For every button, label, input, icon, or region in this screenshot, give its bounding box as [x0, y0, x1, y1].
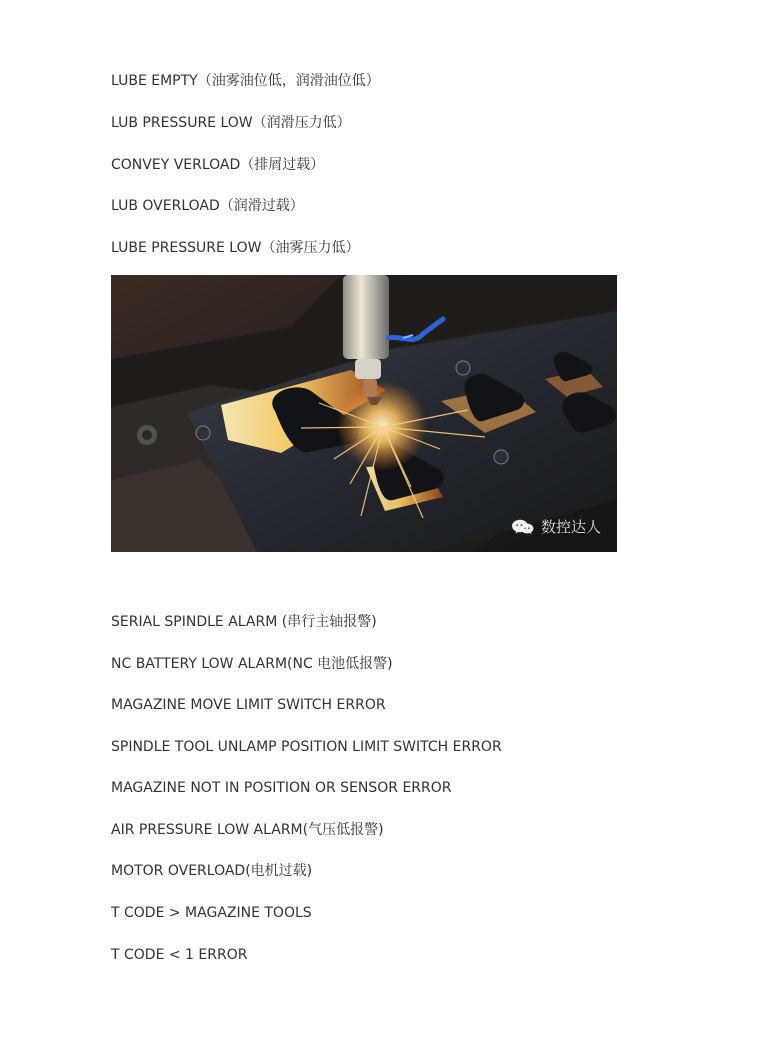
watermark-text: 数控达人 — [540, 518, 601, 536]
alarm-line-t-code-greater: T CODE > MAGAZINE TOOLS — [111, 905, 312, 921]
alarm-line-nc-battery-low: NC BATTERY LOW ALARM(NC 电池低报警) — [111, 656, 393, 672]
image-watermark — [511, 518, 601, 536]
alarm-line-air-pressure-low: AIR PRESSURE LOW ALARM(气压低报警) — [111, 822, 384, 838]
wechat-icon — [511, 518, 535, 536]
alarm-line-serial-spindle: SERIAL SPINDLE ALARM (串行主轴报警) — [111, 614, 377, 630]
alarm-line-spindle-tool-unlamp: SPINDLE TOOL UNLAMP POSITION LIMIT SWITCH ERROR — [111, 739, 502, 755]
alarm-line-convey-overload: CONVEY VERLOAD（排屑过载） — [111, 157, 325, 173]
alarm-line-lube-pressure-low: LUBE PRESSURE LOW（油雾压力低） — [111, 240, 360, 256]
alarm-line-t-code-less: T CODE < 1 ERROR — [111, 947, 248, 963]
alarm-line-lub-overload: LUB OVERLOAD（润滑过载） — [111, 198, 304, 214]
alarm-line-lube-empty: LUBE EMPTY（油雾油位低，润滑油位低） — [111, 73, 380, 89]
alarm-line-magazine-not-in-position: MAGAZINE NOT IN POSITION OR SENSOR ERROR — [111, 780, 452, 796]
plasma-cutting-photo — [111, 275, 617, 552]
alarm-line-magazine-move-limit: MAGAZINE MOVE LIMIT SWITCH ERROR — [111, 697, 386, 713]
alarm-line-lub-pressure-low: LUB PRESSURE LOW（润滑压力低） — [111, 115, 351, 131]
alarm-line-motor-overload: MOTOR OVERLOAD(电机过载) — [111, 863, 313, 879]
